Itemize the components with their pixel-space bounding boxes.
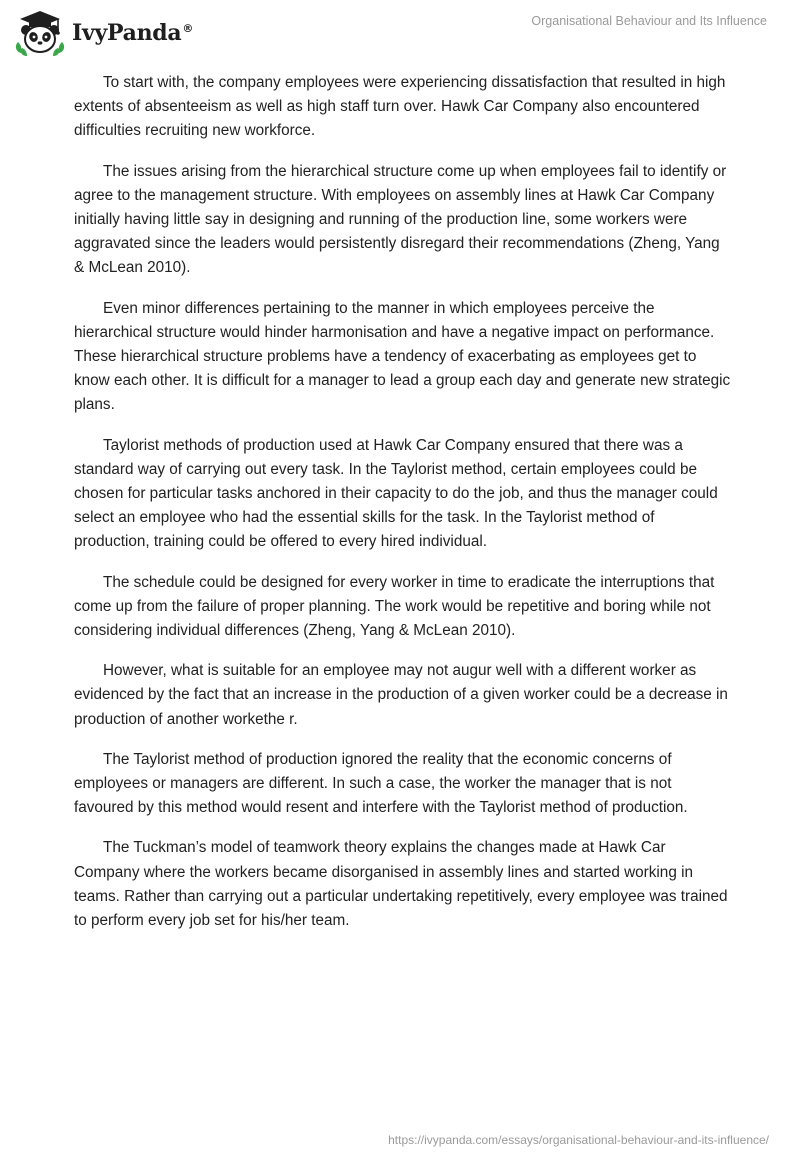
paragraph: The Taylorist method of production ignored the reality that the economic concerns of employees or managers are different. In such a case, the worker the manager that is not favoured by this method would resent and interfere with the Taylorist method of production. [74, 750, 688, 817]
ivypanda-logo[interactable] [14, 8, 193, 58]
document-title: Organisational Behaviour and Its Influence [531, 14, 767, 28]
page-header [0, 0, 800, 64]
brand-name: IvyPanda® [72, 20, 194, 46]
essay-body [74, 71, 734, 949]
paragraph: Even minor differences pertaining to the manner in which employees perceive the hierarchical structure would hinder harmonisation and have a negative impact on performance. These hierarchical structure problems have a tendency of exacerbating as employees get to know each other. It is difficult for a manager to lead a group each day and generate new strategic plans. [74, 299, 731, 414]
paragraph: Taylorist methods of production used at Hawk Car Company ensured that there was a standard way of carrying out every task. In the Taylorist method, certain employees could be chosen for particular tasks anchored in their capacity to do the job, and thus the manager could select an employee who had the essential skills for the task. In the Taylorist method of production, training could be offered to every hired individual. [74, 436, 718, 551]
source-url-link[interactable]: https://ivypanda.com/essays/organisational-behaviour-and-its-influence/ [388, 1133, 769, 1147]
panda-graduate-icon [14, 8, 66, 58]
paragraph: However, what is suitable for an employee may not augur well with a different worker as evidenced by the fact that an increase in the production of a given worker could be a decrease in production of another workethe r. [74, 662, 728, 728]
registered-mark: ® [182, 21, 194, 35]
paragraph: To start with, the company employees were experiencing dissatisfaction that resulted in high extents of absenteeism as well as high staff turn over. Hawk Car Company also encountered difficulties recruiting new workforce. [74, 74, 726, 140]
paragraph: The issues arising from the hierarchical structure come up when employees fail to identify or agree to the management structure. With employees on assembly lines at Hawk Car Company initially having little say in designing and running of the production line, some workers were aggravated since the leaders would persistently disregard their recommendations (Zheng, Yang & McLean 2010). [74, 162, 727, 277]
paragraph: The Tuckman’s model of teamwork theory explains the changes made at Hawk Car Company where the workers became disorganised in assembly lines and started working in teams. Rather than carrying out a particular undertaking repetitively, every employee was trained to perform every job set for his/her team. [74, 839, 728, 930]
paragraph: The schedule could be designed for every worker in time to eradicate the interruptions that come up from the failure of proper planning. The work would be repetitive and boring while not considering individual differences (Zheng, Yang & McLean 2010). [74, 573, 715, 640]
